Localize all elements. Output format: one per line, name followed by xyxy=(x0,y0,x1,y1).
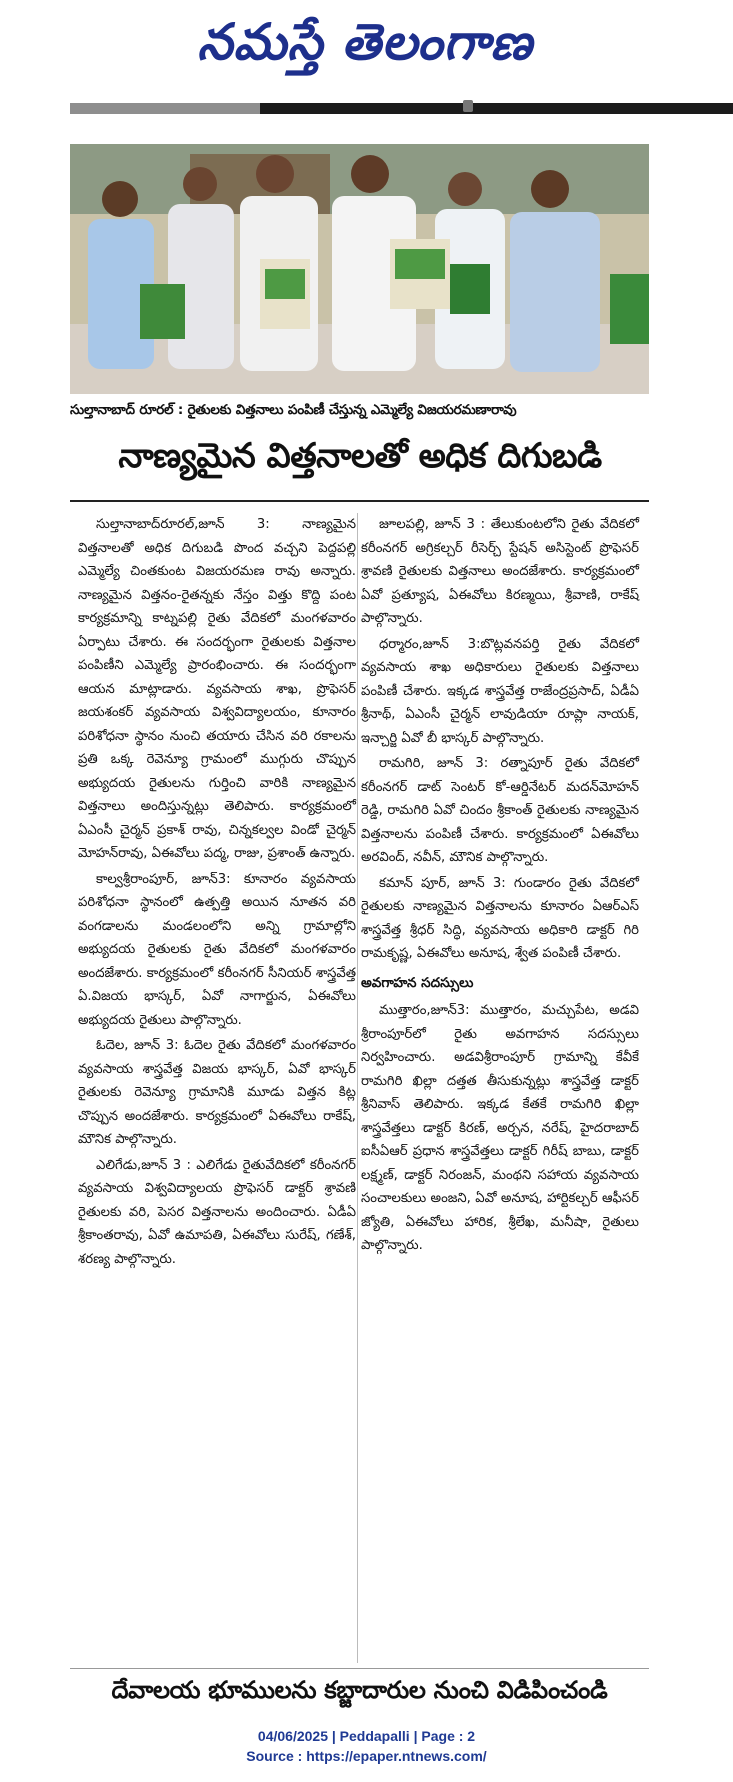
photo-caption: సుల్తానాబాద్ రూరల్ : రైతులకు విత్తనాలు పంపిణీ చేస్తున్న ఎమ్మెల్యే విజయరమణారావు xyxy=(70,402,517,418)
bottom-divider xyxy=(70,1668,649,1669)
footer-date-edition: 04/06/2025 | Peddapalli | Page : 2 xyxy=(257,1728,476,1744)
news-photo xyxy=(70,144,649,394)
masthead-rule-right xyxy=(260,103,733,114)
article-column-right xyxy=(361,513,639,1260)
article-paragraph: సుల్తానాబాద్‌రూరల్,జూన్ 3: నాణ్యమైన విత్తనాలతో అధిక దిగుబడి పొంద వచ్చని పెద్దపల్లి ఎమ్మెల్యే చింతకుంట విజయరమణ రావు అన్నారు. నాణ్యమైన విత్తనం-రైతన్నకు నేస్తం విత్తు కొద్ది పంట కార్యక్రమాన్ని కాట్నపల్లి రైతు వేదికలో మంగళవారం ఏర్పాటు చేశారు. ఈ సందర్భంగా రైతులకు విత్తనాల పంపిణీని ఎమ్మెల్యే ప్రారంభించారు. ఈ సందర్భంగా ఆయన మాట్లాడారు. వ్యవసాయ శాఖ, ప్రొఫెసర్ జయశంకర్ వ్యవసాయ విశ్వవిద్యాలయం, కూనారం పరిశోధనా స్థానం నుంచి తయారు చేసిన వరి రకాలను ప్రతి ఒక్క రెవెన్యూ గ్రామంలో ముగ్గురు చొప్పున అభ్యుదయ రైతులను గుర్తించి వారికి నాణ్యమైన విత్తనాలు అందిస్తున్నట్లు తెలిపారు. కార్యక్రమంలో ఏఎంసీ చైర్మన్ ప్రకాశ్ రావు, చిన్నకల్వల విండో చైర్మన్ మోహన్‌రావు, ఏఈవోలు పద్మ, రాజు, ప్రశాంత్ ఉన్నారు. xyxy=(78,517,356,861)
article-paragraph: ఎలిగేడు,జూన్ 3 : ఎలిగేడు రైతువేదికలో కరీంనగర్ వ్యవసాయ విశ్వవిద్యాలయ ప్రొఫెసర్ డాక్టర్ శ్రావణి రైతులకు వరి, పెసర విత్తనాలను అందించారు. ఏడీఏ శ్రీకాంతరావు, ఏవో ఉమాపతి, ఏఈవోలు సురేష్, గణేశ్, శరణ్య పాల్గొన్నారు. xyxy=(78,1157,356,1267)
article-paragraph: జూలపల్లి, జూన్ 3 : తేలుకుంటలోని రైతు వేదికలో కరీంనగర్ అగ్రికల్చర్ రీసెర్చ్ స్టేషన్ అసిస్టెంట్ ప్రొఫెసర్ శ్రావణి రైతులకు విత్తనాలు అందజేశారు. కార్యక్రమంలో ఏవో ప్రత్యూష, ఏఈవోలు కిరణ్మయి, శ్రీవాణి, రాకేష్ పాల్గొన్నారు. xyxy=(361,517,639,626)
masthead-ornament xyxy=(463,100,473,112)
subheading: అవగాహన సదస్సులు xyxy=(361,974,474,991)
next-article-headline: దేవాలయ భూములను కబ్జాదారుల నుంచి విడిపించండి xyxy=(111,1676,608,1704)
footer-source-link[interactable]: Source : https://epaper.ntnews.com/ xyxy=(246,1748,487,1764)
article-paragraph: కమాన్ పూర్, జూన్ 3: గుండారం రైతు వేదికలో రైతులకు నాణ్యమైన విత్తనాలను కూనారం ఏఆర్ఎస్ శాస్త్రవేత్త శ్రీధర్ సిద్ధి, వ్యవసాయ అధికారి డాక్టర్ గిరి రామకృష్ణ, ఏఈవోలు అనూష, శ్వేత పంపిణీ చేశారు. xyxy=(361,875,639,961)
masthead-rule-left xyxy=(70,103,260,114)
article-paragraph: కాల్వశ్రీరాంపూర్, జూన్3: కూనారం వ్యవసాయ పరిశోధనా స్థానంలో ఉత్పత్తి అయిన నూతన వరి వంగడాలను మండలంలోని అన్ని గ్రామాల్లోని అభ్యుదయ రైతులకు రైతు వేదికలో మంగళవారం అందజేశారు. కార్యక్రమంలో కరీంనగర్ సీనియర్ శాస్త్రవేత్త ఏ.విజయ భాస్కర్, ఏవో నాగార్జున, ఏఈవోలు అభ్యుదయ రైతులు పాల్గొన్నారు. xyxy=(78,871,356,1028)
column-divider xyxy=(357,513,358,1663)
headline-divider xyxy=(70,500,649,502)
article-column-left xyxy=(78,513,356,1273)
article-paragraph: రామగిరి, జూన్ 3: రత్నాపూర్ రైతు వేదికలో కరీంనగర్ డాట్ సెంటర్ కో-ఆర్డినేటర్ మదన్‌మోహన్ రెడ్డి, రామగిరి ఏవో చిందం శ్రీకాంత్ రైతులకు నాణ్యమైన విత్తనాలను పంపిణీ చేశారు. కార్యక్రమంలో ఏఈవోలు అరవింద్, నవీన్, మౌనిక పాల్గొన్నారు. xyxy=(361,756,639,865)
article-paragraph: ముత్తారం,జూన్3: ముత్తారం, మచ్చుపేట, అడవి శ్రీరాంపూర్‌లో రైతు అవగాహన సదస్సులు నిర్వహించారు. అడవిశ్రీరాంపూర్ గ్రామాన్ని కేవీకే రామగిరి ఖిల్లా దత్తత తీసుకున్నట్లు శాస్త్రవేత్త డాక్టర్ శ్రీనివాస్ తెలిపారు. ఇక్కడ కేతకే రామగిరి ఖిల్లా శాస్త్రవేత్తలు డాక్టర్ కిరణ్, అర్చన, నరేష్, హైదరాబాద్ ఐసీఏఆర్ ప్రధాన శాస్త్రవేత్తలు డాక్టర్ గిరీష్ బాబు, డాక్టర్ లక్ష్మణ్, డాక్టర్ నిరంజన్, మంథని సహాయ వ్యవసాయ సంచాలకులు అంజని, ఏవో అనూష, హార్టికల్చర్ ఆఫీసర్ జ్యోతి, ఏఈవోలు హారిక, శ్రీలేఖ, మనీషా, రైతులు పాల్గొన్నారు. xyxy=(361,1003,639,1253)
article-paragraph: ధర్మారం,జూన్ 3:బొట్లవనపర్తి రైతు వేదికలో వ్యవసాయ శాఖ అధికారులు రైతులకు విత్తనాలు పంపిణీ చేశారు. ఇక్కడ శాస్త్రవేత్త రాజేంద్రప్రసాద్, ఏడీఏ శ్రీనాథ్, ఏఎంసీ చైర్మన్ లావుడియా రూప్లా నాయక్, ఇన్చార్జి ఏవో బీ భాస్కర్ పాల్గొన్నారు. xyxy=(361,636,639,746)
masthead xyxy=(0,0,733,100)
newspaper-title: నమస్తే తెలంగాణ xyxy=(197,12,533,71)
article-paragraph: ఓదెల, జూన్ 3: ఓదెల రైతు వేదికలో మంగళవారం వ్యవసాయ శాస్త్రవేత్త విజయ భాస్కర్, ఏవో భాస్కర్ రైతులకు రెవెన్యూ గ్రామానికి మూడు విత్తన కిట్ల చొప్పున అందజేశారు. కార్యక్రమంలో ఏఈవోలు రాకేష్, మౌనిక పాల్గొన్నారు. xyxy=(78,1038,356,1147)
article-headline: నాణ్యమైన విత్తనాలతో అధిక దిగుబడి xyxy=(118,436,602,476)
